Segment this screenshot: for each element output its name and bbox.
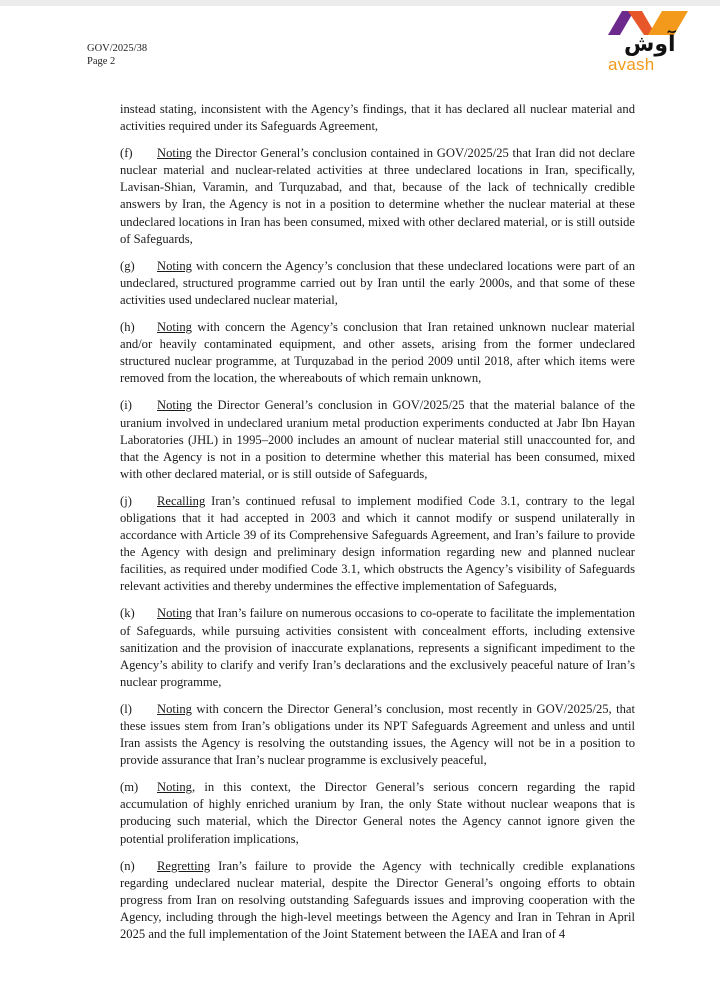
paragraph-k	[120, 605, 635, 690]
page-number: Page 2	[87, 56, 116, 67]
operative-verb: Recalling	[157, 493, 206, 508]
paragraph-text: instead stating, inconsistent with the Agency’s findings, that it has declared all nuclear material and activities required under its Safeguards Agreement,	[120, 102, 635, 134]
paragraph-l	[120, 701, 635, 769]
logo-text-latin: avash	[608, 55, 655, 74]
paragraph-label: (g)	[120, 258, 135, 273]
operative-verb: Noting	[157, 320, 192, 335]
operative-verb: Noting	[157, 780, 192, 795]
paragraph-m	[120, 779, 635, 847]
paragraph-label: (l)	[120, 701, 132, 716]
operative-verb: Regretting	[157, 858, 211, 873]
top-border-band	[0, 0, 720, 6]
document-body	[120, 101, 635, 953]
paragraph-h	[120, 319, 635, 387]
document-header	[87, 42, 147, 68]
paragraph-text: with concern the Agency’s conclusion that these undeclared locations were part of an undeclared, structured programme carried out by Iran until the early 2000s, and that some of these activities used undeclared nuclear material,	[120, 258, 635, 307]
avash-logo	[604, 8, 696, 76]
paragraph-f	[120, 145, 635, 248]
paragraph-text: , in this context, the Director General’s serious concern regarding the rapid accumulation of highly enriched uranium by Iran, the only State without nuclear weapons that is producing such material, which the Director General notes the Agency cannot ignore given the potential proliferation implications,	[120, 780, 635, 846]
paragraph-text: the Director General’s conclusion contained in GOV/2025/25 that Iran did not declare nuclear material and nuclear-related activities at three undeclared locations in Iran, specifically, Lavisan-Shian, Varamin, and Turquzabad, and that, because of the lack of technically credible answers by Iran, the Agency is not in a position to determine whether the nuclear material at these undeclared locations in Iran has been consumed, mixed with other declared material, or is still outside of Safeguards,	[120, 146, 635, 246]
paragraph-text: Iran’s failure to provide the Agency with technically credible explanations regarding undeclared nuclear material, despite the Director General’s ongoing efforts to obtain progress from Iran on resolving outstanding Safeguards issues and improving cooperation with the Agency, including through the high-level meetings between the Agency and Iran in Tehran in April 2025 and the full implementation of the Joint Statement between the IAEA and Iran of 4	[120, 858, 635, 942]
paragraph-label: (f)	[120, 146, 133, 161]
paragraph-continuation	[120, 101, 635, 135]
paragraph-label: (k)	[120, 606, 135, 621]
operative-verb: Noting	[157, 701, 192, 716]
paragraph-j	[120, 493, 635, 596]
operative-verb: Noting	[157, 398, 192, 413]
operative-verb: Noting	[157, 146, 192, 161]
paragraph-text: Iran’s continued refusal to implement modified Code 3.1, contrary to the legal obligations that it had accepted in 2003 and which it cannot modify or suspend unilaterally in accordance with Article 39 of its Comprehensive Safeguards Agreement, and Iran’s failure to provide the Agency with design and preliminary design information regarding new and planned nuclear facilities, as required under modified Code 3.1, which obstructs the Agency’s visibility of Safeguards relevant activities and thereby undermines the effective implementation of Safeguards,	[120, 493, 635, 594]
paragraph-g	[120, 258, 635, 309]
paragraph-text: with concern the Director General’s conclusion, most recently in GOV/2025/25, that these issues stem from Iran’s obligations under its NPT Safeguards Agreement and unless and until Iran assists the Agency is resolving the outstanding issues, the Agency will not be in a position to provide assurance that Iran’s nuclear programme is exclusively peaceful,	[120, 701, 635, 768]
operative-verb: Noting	[157, 258, 192, 273]
paragraph-text: the Director General’s conclusion in GOV/2025/25 that the material balance of the uranium involved in undeclared uranium metal production experiments conducted at Jabr Ibn Hayan Laboratories (JHL) in 1995–2000 includes an amount of nuclear material still unaccounted for, and that the Agency is not in a position to determine whether this material has been consumed, mixed with other declared material, or is still outside of Safeguards,	[120, 398, 635, 481]
document-reference: GOV/2025/38	[87, 43, 148, 54]
paragraph-label: (n)	[120, 858, 135, 873]
paragraph-n	[120, 858, 635, 943]
paragraph-label: (i)	[120, 398, 132, 413]
paragraph-text: with concern the Agency’s conclusion that Iran retained unknown nuclear material and/or heavily contaminated equipment, and other assets, arising from the former undeclared structured nuclear programme, at Turquzabad in the period 2009 until 2018, after which items were removed from the location, the whereabouts of which remain unknown,	[120, 320, 635, 386]
operative-verb: Noting	[157, 606, 192, 621]
paragraph-label: (h)	[120, 320, 135, 335]
paragraph-label: (j)	[120, 493, 132, 508]
paragraph-text: that Iran’s failure on numerous occasions to co-operate to facilitate the implementation of Safeguards, while pursuing activities consistent with concealment efforts, including extensive sanitization and the provision of inaccurate explanations, represents a significant impediment to the Agency’s ability to clarify and verify Iran’s declarations and the exclusively peaceful nature of Iran’s nuclear programme,	[120, 606, 635, 689]
paragraph-i	[120, 397, 635, 482]
logo-text-persian: آوش	[624, 32, 676, 57]
paragraph-label: (m)	[120, 780, 139, 795]
